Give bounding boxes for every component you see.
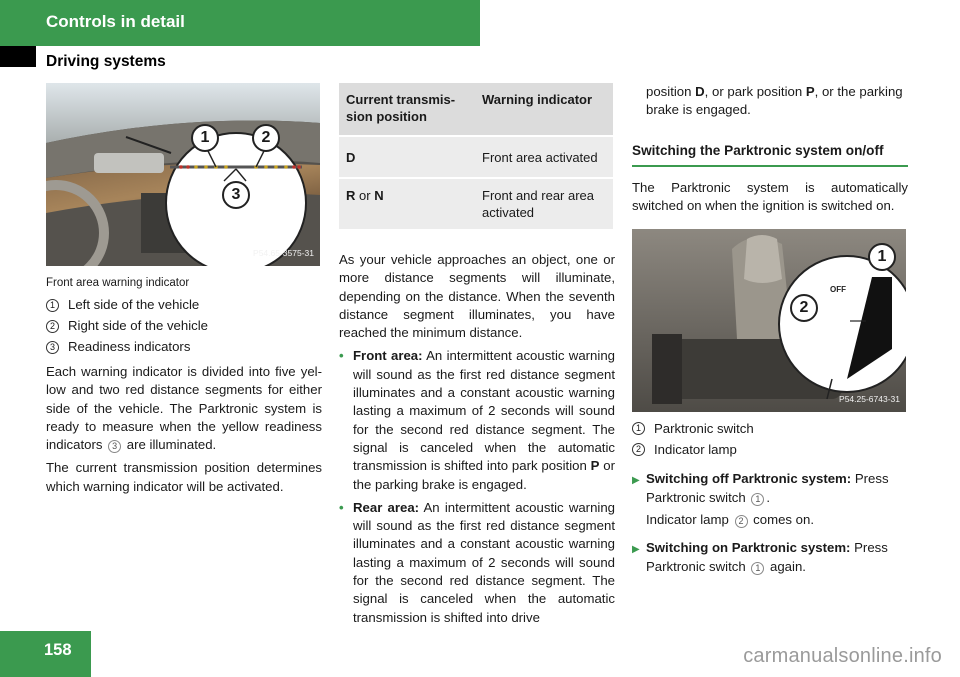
legend-item xyxy=(46,316,322,337)
legend-text: Left side of the vehicle xyxy=(68,297,200,313)
table-header-row xyxy=(339,83,613,136)
watermark: carmanualsonline.info xyxy=(743,645,942,667)
chapter-header xyxy=(0,0,480,46)
approach-paragraph: As your vehicle approaches an object, one or more distance segments will illuminate, depending on the distance. When the seventh distance segment illuminates, you have reached the minimum distance. xyxy=(339,252,615,341)
step-switch-off: ▶ Switching off Parktronic system: Press Parktronic switch 1 . xyxy=(632,470,908,507)
callout-1: 1 xyxy=(868,243,896,271)
legend-number: 3 xyxy=(46,341,59,354)
table-cell: D xyxy=(339,136,475,178)
page-number: 158 xyxy=(44,641,72,659)
legend-number: 2 xyxy=(632,443,645,456)
legend-item xyxy=(46,337,322,358)
step-arrow-icon: ▶ xyxy=(632,544,640,556)
photo-code: P54.25-6743-31 xyxy=(839,394,900,405)
callout-2: 2 xyxy=(252,124,280,152)
inline-ref: 1 xyxy=(751,562,764,575)
legend-number: 1 xyxy=(632,422,645,435)
bullet-front-area: • Front area: An intermittent acoustic warning will sound as the first red distance segment illuminates and a constant acoustic warning lasting a maximum of 2 seconds will sound for the second red distance segment. The signal is canceled when the automatic transmission is shifted into park position P or the parking brake is engaged. xyxy=(339,347,615,493)
legend-number: 2 xyxy=(46,320,59,333)
section-title: Driving systems xyxy=(46,53,166,70)
transmission-paragraph: The current transmission position determines which warning indicator will be activated. xyxy=(46,460,322,494)
inline-ref: 3 xyxy=(108,440,121,453)
table-header: Current transmission position xyxy=(339,83,475,136)
bullet-dot-icon: • xyxy=(339,499,344,515)
table-cell: Front and rear area activated xyxy=(475,178,613,230)
header-corner-mark xyxy=(0,46,36,67)
dashboard-photo xyxy=(46,83,320,266)
step-switch-on: ▶ Switching on Parktronic system: Press Parktronic switch 1 again. xyxy=(632,539,908,576)
switching-heading: Switching the Parktronic system on/off xyxy=(632,142,908,167)
legend-number: 1 xyxy=(46,299,59,312)
table-header: Warning indicator xyxy=(475,83,613,136)
bullet-rear-area: • Rear area: An intermittent acoustic warning will sound as the first red distance segment illuminates and a constant acoustic warning lasting a maximum of 2 seconds will sound for the second red distance segment. The signal is canceled when the automatic transmission is shifted into drive xyxy=(339,499,615,627)
callout-3: 3 xyxy=(222,181,250,209)
console-photo xyxy=(632,229,906,412)
legend-text: Parktronic switch xyxy=(654,420,754,436)
legend-text: Indicator lamp xyxy=(654,441,737,457)
legend-text: Right side of the vehicle xyxy=(68,318,209,334)
page-number-band xyxy=(0,631,91,677)
legend-item xyxy=(632,418,908,439)
table-row xyxy=(339,136,613,178)
legend-item xyxy=(46,295,322,316)
auto-on-paragraph: The Parktronic system is automatically switched on when the ignition is switched on. xyxy=(632,179,908,214)
console-illustration xyxy=(632,229,906,412)
figure-caption: Front area warning indicator xyxy=(46,277,190,289)
step-result: Indicator lamp 2 comes on. xyxy=(646,512,815,528)
segments-paragraph: Each warning indicator is divided into five yellow and two red distance segments for either side of the vehicle. The Parktronic system is ready to measure when the yellow readiness indicators 3 are illuminated. xyxy=(46,364,322,453)
left-column xyxy=(46,83,322,496)
console-legend xyxy=(632,418,908,460)
warning-indicator-table xyxy=(339,83,613,231)
table-cell: R or N xyxy=(339,178,475,230)
legend-text: Readiness indicators xyxy=(68,339,191,355)
off-label: OFF xyxy=(830,285,846,295)
table-cell: Front area activated xyxy=(475,136,613,178)
middle-column xyxy=(339,83,615,627)
callout-1: 1 xyxy=(191,124,219,152)
table-row xyxy=(339,178,613,230)
right-column xyxy=(632,83,908,576)
rear-area-continuation: position D, or park position P, or the parking brake is engaged. xyxy=(646,84,903,118)
figure-legend xyxy=(46,295,322,358)
inline-ref: 2 xyxy=(735,515,748,528)
dashboard-illustration xyxy=(46,83,320,266)
callout-2: 2 xyxy=(790,294,818,322)
inline-ref: 1 xyxy=(751,493,764,506)
photo-code: P54.65-3575-31 xyxy=(253,247,314,258)
legend-item xyxy=(632,439,908,460)
bullet-dot-icon: • xyxy=(339,348,344,364)
p-label: P xyxy=(838,295,845,307)
step-arrow-icon: ▶ xyxy=(632,475,640,487)
chapter-title: Controls in detail xyxy=(46,12,185,31)
